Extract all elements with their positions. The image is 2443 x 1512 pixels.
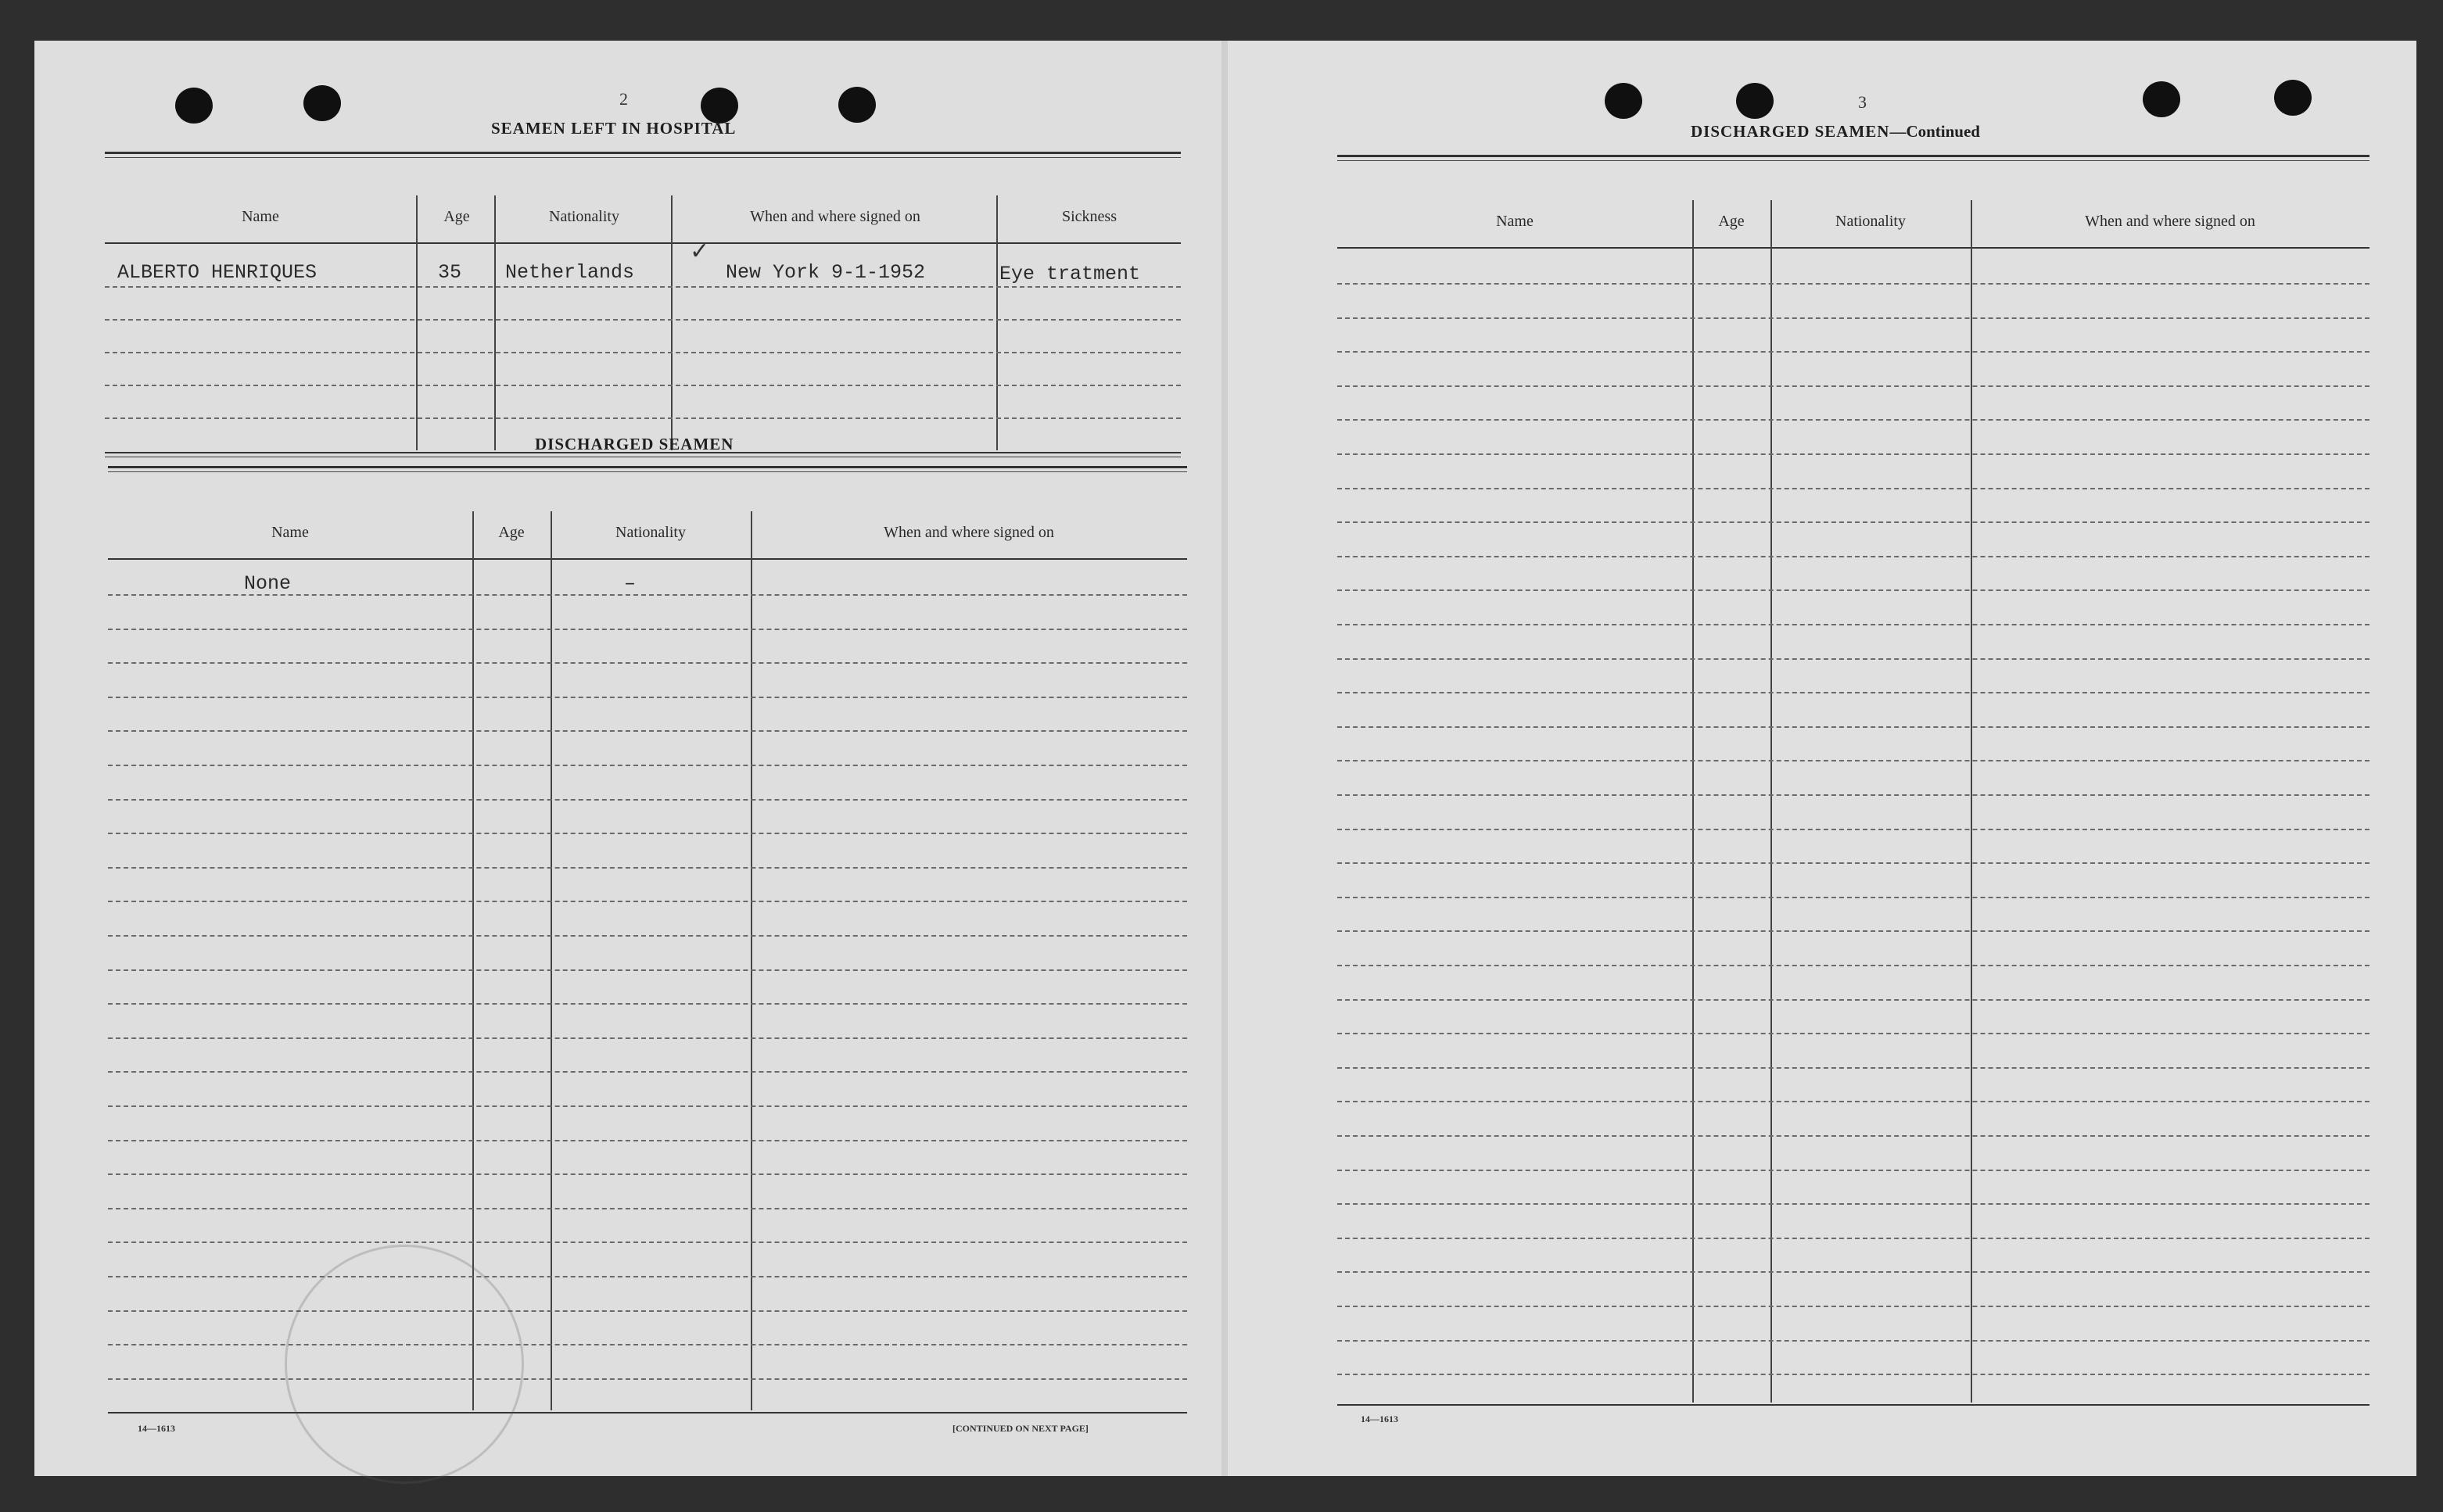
ruled-row-line: [108, 935, 1187, 937]
ruled-row-line: [108, 799, 1187, 801]
column-header-age: Age: [498, 524, 525, 541]
ruled-row-line: [1337, 317, 2369, 319]
column-header-age: Age: [443, 208, 470, 225]
ruled-row-line: [1337, 1101, 2369, 1102]
discharged-section-title: DISCHARGED SEAMEN: [535, 435, 734, 453]
ruled-row-line: [108, 833, 1187, 834]
ruled-row-line: [1337, 1203, 2369, 1205]
title-continued: —Continued: [1889, 122, 1980, 141]
ruled-row-line: [108, 697, 1187, 698]
ruled-row-line: [1337, 1271, 2369, 1273]
ruled-row-line: [1337, 385, 2369, 387]
ruled-row-line: [108, 1241, 1187, 1243]
discharged-continued-table: [1337, 155, 2369, 1406]
ruled-row-line: [1337, 1033, 2369, 1034]
punch-hole: [2143, 81, 2180, 117]
ruled-row-line: [108, 1173, 1187, 1175]
seaman-nationality: Netherlands: [505, 261, 635, 284]
form-number: 14—1613: [138, 1423, 175, 1434]
ruled-row-line: [108, 969, 1187, 971]
ruled-row-line: [1337, 488, 2369, 489]
ruled-row-line: [1337, 1374, 2369, 1375]
ruled-row-line: [1337, 283, 2369, 285]
ruled-row-line: [1337, 897, 2369, 898]
discharged-name: None: [244, 572, 292, 595]
ruled-row-line: [1337, 794, 2369, 796]
hospital-section-title: SEAMEN LEFT IN HOSPITAL: [491, 119, 737, 138]
ruled-row-line: [108, 765, 1187, 766]
title-main: DISCHARGED SEAMEN: [1691, 122, 1890, 141]
ruled-row-line: [108, 901, 1187, 902]
ruled-row-line: [1337, 351, 2369, 353]
ruled-row-line: [108, 1003, 1187, 1005]
column-header-signed-on: When and where signed on: [884, 524, 1054, 541]
punch-hole: [838, 87, 876, 123]
ruled-row-line: [1337, 453, 2369, 455]
page-number: 2: [619, 89, 628, 109]
ruled-row-line: [1337, 692, 2369, 693]
column-header-name: Name: [271, 524, 309, 541]
ruled-row-line: [108, 730, 1187, 732]
ruled-row-line: [108, 1037, 1187, 1039]
ruled-row-line: [1337, 829, 2369, 830]
punch-hole: [175, 88, 213, 124]
seaman-signed-on: New York 9-1-1952: [726, 261, 926, 284]
punch-hole: [1605, 83, 1642, 119]
ruled-row-line: [1337, 556, 2369, 557]
column-header-name: Name: [1496, 213, 1534, 230]
ruled-row-line: [1337, 658, 2369, 660]
ruled-row-line: [1337, 760, 2369, 761]
discharged-nationality: –: [624, 572, 637, 595]
right-page: [1228, 41, 2416, 1476]
ruled-row-line: [1337, 1170, 2369, 1171]
column-header-name: Name: [242, 208, 279, 225]
seaman-name: ALBERTO HENRIQUES: [117, 261, 317, 284]
discharged-continued-title: [1691, 122, 1980, 142]
ruled-row-line: [108, 1105, 1187, 1107]
ruled-row-line: [1337, 862, 2369, 864]
ruled-row-line: [1337, 1067, 2369, 1069]
ruled-row-line: [108, 1378, 1187, 1380]
document-spread: [34, 41, 2416, 1476]
page-gutter: [1222, 41, 1228, 1476]
column-header-nationality: Nationality: [615, 524, 686, 541]
ruled-row-line: [1337, 965, 2369, 966]
column-header-signed-on: When and where signed on: [2085, 213, 2255, 230]
seaman-age: 35: [438, 261, 462, 284]
column-header-sickness: Sickness: [1062, 208, 1117, 225]
continued-note: [CONTINUED ON NEXT PAGE]: [952, 1423, 1089, 1434]
ruled-row-line: [1337, 1238, 2369, 1239]
ruled-row-line: [1337, 930, 2369, 932]
ruled-row-line: [108, 1310, 1187, 1312]
seaman-sickness: Eye tratment: [999, 263, 1141, 285]
ruled-row-line: [108, 1344, 1187, 1345]
punch-hole: [1736, 83, 1774, 119]
left-page: [34, 41, 1222, 1476]
ruled-row-line: [108, 1208, 1187, 1209]
check-mark-icon: ✓: [690, 238, 710, 264]
column-header-nationality: Nationality: [549, 208, 619, 225]
column-header-nationality: Nationality: [1835, 213, 1906, 230]
ruled-row-line: [108, 629, 1187, 630]
ruled-row-line: [1337, 624, 2369, 625]
punch-hole: [2274, 80, 2312, 116]
faint-stamp: [285, 1245, 524, 1484]
column-header-age: Age: [1718, 213, 1745, 230]
hospital-table: [105, 152, 1181, 457]
ruled-row-line: [1337, 1135, 2369, 1137]
ruled-row-line: [108, 1071, 1187, 1073]
ruled-row-line: [1337, 589, 2369, 591]
page-number: 3: [1858, 92, 1867, 112]
ruled-row-line: [1337, 999, 2369, 1001]
ruled-row-line: [108, 1140, 1187, 1141]
ruled-row-line: [1337, 1340, 2369, 1342]
ruled-row-line: [1337, 726, 2369, 728]
column-header-signed-on: When and where signed on: [750, 208, 920, 225]
discharged-table: [108, 466, 1187, 1415]
form-number: 14—1613: [1361, 1413, 1398, 1424]
punch-hole: [303, 85, 341, 121]
ruled-row-line: [108, 662, 1187, 664]
ruled-row-line: [108, 1276, 1187, 1277]
ruled-row-line: [1337, 419, 2369, 421]
ruled-row-line: [108, 867, 1187, 869]
ruled-row-line: [1337, 1306, 2369, 1307]
ruled-row-line: [1337, 521, 2369, 523]
